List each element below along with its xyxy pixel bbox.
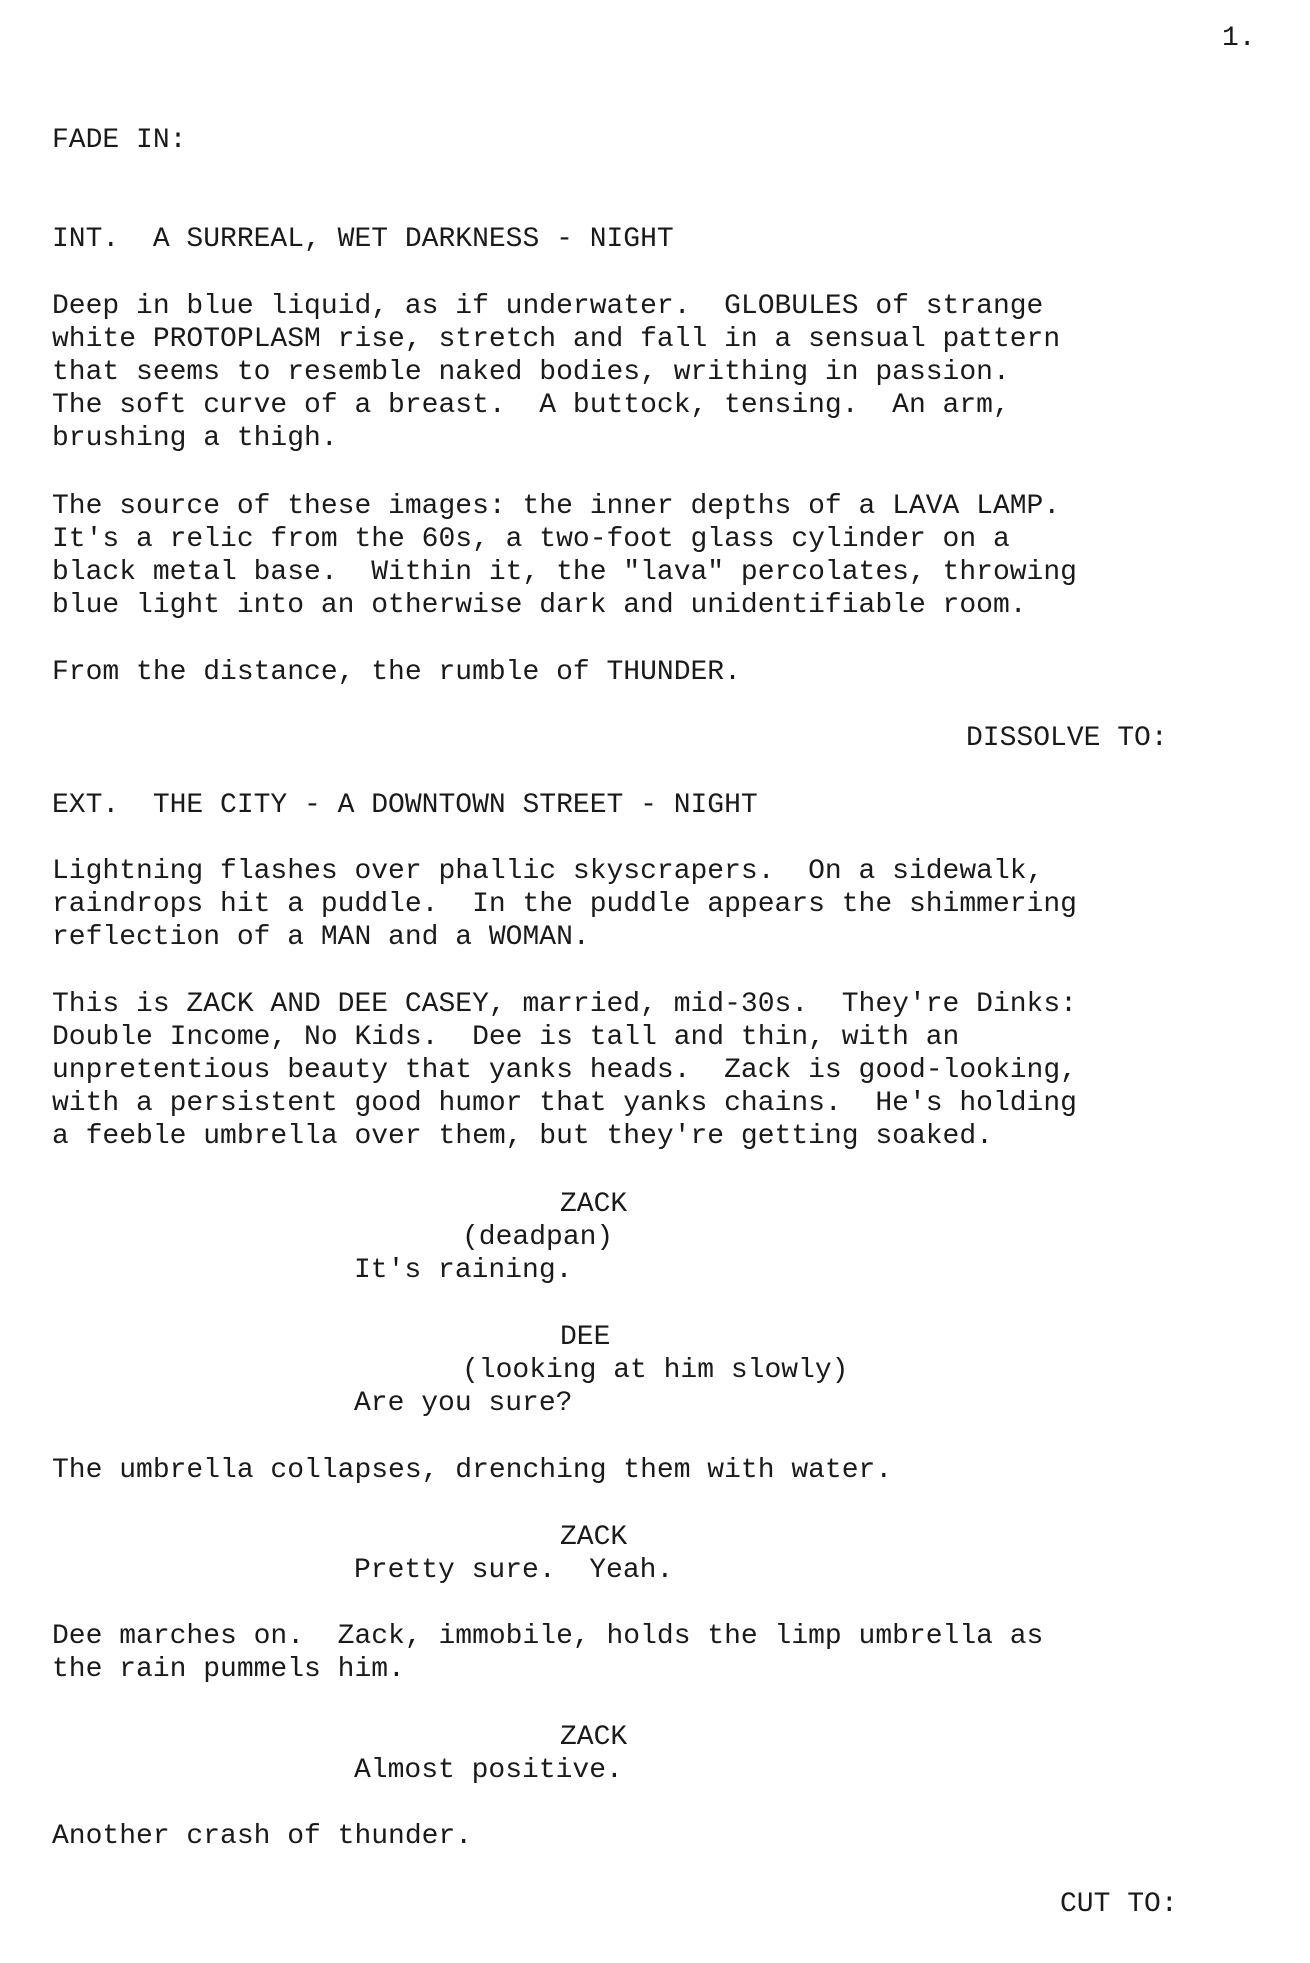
scene-heading-2: EXT. THE CITY - A DOWNTOWN STREET - NIGHT (52, 790, 758, 821)
dialogue-line: Almost positive. (354, 1755, 623, 1786)
action-line: The umbrella collapses, drenching them with water. (52, 1455, 893, 1486)
transition-cut: CUT TO: (1060, 1889, 1178, 1920)
action-line: unpretentious beauty that yanks heads. Zack is good-looking, (52, 1055, 1077, 1086)
action-line: This is ZACK AND DEE CASEY, married, mid-30s. They're Dinks: (52, 989, 1077, 1020)
action-line: Lightning flashes over phallic skyscrapers. On a sidewalk, (52, 856, 1044, 887)
action-line: Dee marches on. Zack, immobile, holds the limp umbrella as (52, 1621, 1044, 1652)
action-paragraph (52, 1620, 1043, 1686)
action-line: brushing a thigh. (52, 423, 338, 454)
transition-fade-in: FADE IN: (52, 125, 187, 156)
action-paragraph (52, 490, 1077, 622)
action-line: the rain pummels him. (52, 1654, 405, 1685)
action-line: Deep in blue liquid, as if underwater. GLOBULES of strange (52, 291, 1044, 322)
action-line: Double Income, No Kids. Dee is tall and thin, with an (52, 1022, 960, 1053)
action-line: reflection of a MAN and a WOMAN. (52, 922, 590, 953)
parenthetical: (looking at him slowly) (462, 1355, 849, 1386)
action-line: with a persistent good humor that yanks chains. He's holding (52, 1088, 1077, 1119)
dialogue-line: It's raining. (354, 1255, 573, 1286)
action-paragraph (52, 988, 1077, 1153)
parenthetical: (deadpan) (462, 1222, 614, 1253)
action-line: The source of these images: the inner depths of a LAVA LAMP. (52, 491, 1061, 522)
scene-heading-1: INT. A SURREAL, WET DARKNESS - NIGHT (52, 224, 674, 255)
action-line: white PROTOPLASM rise, stretch and fall in a sensual pattern (52, 324, 1061, 355)
action-line: Another crash of thunder. (52, 1821, 473, 1852)
character-name: ZACK (560, 1522, 628, 1553)
dialogue-line: Are you sure? (354, 1388, 573, 1419)
action-line: It's a relic from the 60s, a two-foot glass cylinder on a (52, 524, 1010, 555)
action-line: The soft curve of a breast. A buttock, tensing. An arm, (52, 390, 1010, 421)
dialogue-line: Pretty sure. Yeah. (354, 1555, 674, 1586)
page-number: 1. (1222, 23, 1256, 54)
action-line: blue light into an otherwise dark and unidentifiable room. (52, 590, 1027, 621)
character-name: ZACK (560, 1722, 628, 1753)
character-name: ZACK (560, 1189, 628, 1220)
action-line: a feeble umbrella over them, but they're getting soaked. (52, 1121, 993, 1152)
action-line: that seems to resemble naked bodies, writhing in passion. (52, 357, 1010, 388)
action-line: From the distance, the rumble of THUNDER. (52, 657, 741, 688)
transition-dissolve: DISSOLVE TO: (966, 723, 1168, 754)
action-paragraph (52, 290, 1060, 455)
action-paragraph (52, 855, 1077, 954)
action-line: raindrops hit a puddle. In the puddle appears the shimmering (52, 889, 1077, 920)
character-name: DEE (560, 1322, 611, 1353)
action-line: black metal base. Within it, the "lava" percolates, throwing (52, 557, 1077, 588)
